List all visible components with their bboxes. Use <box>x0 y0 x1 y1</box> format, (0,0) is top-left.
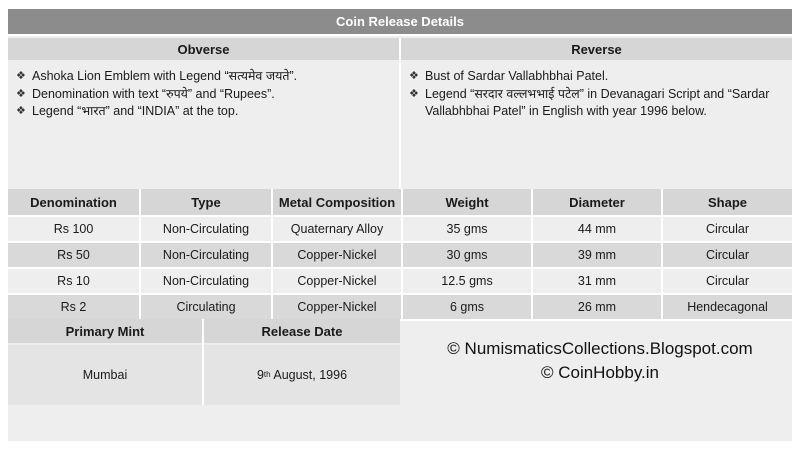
table-cell: 44 mm <box>532 216 662 242</box>
table-cell: Copper-Nickel <box>272 294 402 320</box>
reverse-item-text: Bust of Sardar Vallabhbhai Patel. <box>425 69 609 83</box>
list-item <box>16 86 393 104</box>
table-cell: Non-Circulating <box>140 242 272 268</box>
column-header: Diameter <box>532 189 662 216</box>
diamond-bullet-icon: ❖ <box>16 87 26 100</box>
table-cell: Non-Circulating <box>140 216 272 242</box>
reverse-details <box>401 60 792 191</box>
table-cell: 6 gms <box>402 294 532 320</box>
table-cell: Circular <box>662 216 792 242</box>
obverse-heading: Obverse <box>8 38 399 60</box>
column-header: Type <box>140 189 272 216</box>
column-header: Weight <box>402 189 532 216</box>
reverse-list <box>409 68 786 121</box>
diamond-bullet-icon: ❖ <box>16 105 26 117</box>
table-cell: Non-Circulating <box>140 268 272 294</box>
copyright-line: © CoinHobby.in <box>540 363 660 382</box>
list-item <box>409 68 786 86</box>
list-item <box>16 103 393 121</box>
diamond-bullet-icon: ❖ <box>16 70 26 82</box>
primary-mint-heading: Primary Mint <box>8 319 202 343</box>
table-cell: Copper-Nickel <box>272 268 402 294</box>
release-month-year: August, 1996 <box>270 368 348 382</box>
table-cell: 31 mm <box>532 268 662 294</box>
table-cell: 39 mm <box>532 242 662 268</box>
column-header: Denomination <box>8 189 140 216</box>
sheet-title: Coin Release Details <box>8 9 792 36</box>
table-row <box>8 242 792 268</box>
table-header-row <box>8 189 792 216</box>
reverse-heading: Reverse <box>401 38 792 60</box>
coin-release-sheet <box>8 9 792 441</box>
obverse-list <box>16 68 393 121</box>
copyright-notice <box>408 337 792 385</box>
release-date-heading: Release Date <box>204 319 400 343</box>
release-date-value: 9 th August, 1996 <box>204 345 400 405</box>
table-cell: Circular <box>662 268 792 294</box>
table-row <box>8 294 792 320</box>
table-cell: Circular <box>662 242 792 268</box>
obverse-item-text: Denomination with text “रुपये” and “Rupees”. <box>32 86 275 101</box>
column-header: Shape <box>662 189 792 216</box>
table-cell: 26 mm <box>532 294 662 320</box>
table-cell: 30 gms <box>402 242 532 268</box>
table-cell: Copper-Nickel <box>272 242 402 268</box>
release-day: 9 <box>256 368 264 382</box>
coin-spec-table <box>8 189 792 321</box>
primary-mint-value: Mumbai <box>8 345 202 405</box>
diamond-bullet-icon: ❖ <box>409 70 419 82</box>
table-row <box>8 216 792 242</box>
mint-divider <box>202 319 204 405</box>
table-cell: 35 gms <box>402 216 532 242</box>
obverse-item-text: Ashoka Lion Emblem with Legend “सत्यमेव जयते”. <box>32 69 298 83</box>
table-cell: Quaternary Alloy <box>272 216 402 242</box>
table-cell: Circulating <box>140 294 272 320</box>
list-item <box>16 68 393 86</box>
obverse-details <box>8 60 399 191</box>
table-cell: Hendecagonal <box>662 294 792 320</box>
table-cell: Rs 2 <box>8 294 140 320</box>
column-header: Metal Composition <box>272 189 402 216</box>
copyright-line: © NumismaticsCollections.Blogspot.com <box>447 339 753 358</box>
table-row <box>8 268 792 294</box>
obverse-item-text: Legend “भारत” and “INDIA” at the top. <box>32 104 239 118</box>
table-cell: Rs 100 <box>8 216 140 242</box>
reverse-item-text: Legend “सरदार वल्लभभाई पटेल” in Devanagari Script and “Sardar Vallabhbhai Patel” in English with year 1996 below. <box>425 86 770 118</box>
table-cell: 12.5 gms <box>402 268 532 294</box>
list-item <box>409 86 786 121</box>
diamond-bullet-icon: ❖ <box>409 87 419 100</box>
table-cell: Rs 10 <box>8 268 140 294</box>
table-cell: Rs 50 <box>8 242 140 268</box>
